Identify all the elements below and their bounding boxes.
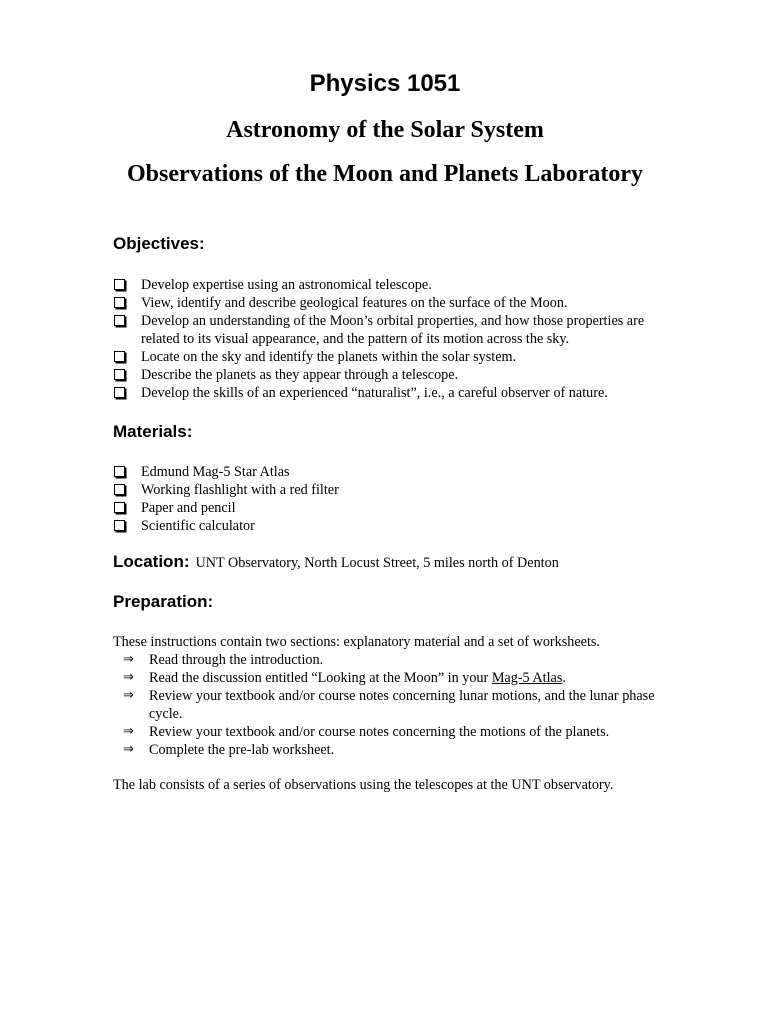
list-item: Scientific calculator	[113, 517, 673, 535]
checkbox-icon	[114, 484, 125, 495]
materials-heading: Materials:	[113, 422, 193, 441]
list-item: Working flashlight with a red filter	[113, 481, 673, 499]
preparation-intro: These instructions contain two sections: explanatory material and a set of worksheets.	[113, 634, 600, 650]
list-item: ⇒ Complete the pre-lab worksheet.	[123, 742, 335, 758]
list-item: Locate on the sky and identify the planets within the solar system.	[113, 348, 673, 366]
checkbox-icon	[114, 315, 125, 326]
closing-paragraph: The lab consists of a series of observations using the telescopes at the UNT observatory.	[113, 777, 614, 793]
list-item: ⇒ Review your textbook and/or course notes concerning the motions of the planets.	[123, 724, 610, 740]
list-item: ⇒ Read through the introduction.	[123, 652, 324, 668]
list-item: Paper and pencil	[113, 499, 673, 517]
arrow-icon: ⇒	[123, 670, 134, 685]
arrow-icon: ⇒	[123, 742, 134, 757]
checkbox-icon	[114, 520, 125, 531]
atlas-reference: Mag-5 Atlas	[491, 670, 563, 686]
list-item: ⇒ Read the discussion entitled “Looking at the Moon” in your Mag-5 Atlas.	[123, 670, 566, 686]
objectives-list	[113, 276, 673, 402]
checkbox-icon	[114, 279, 125, 290]
list-item: View, identify and describe geological features on the surface of the Moon.	[113, 294, 673, 312]
course-title: Physics 1051	[309, 70, 461, 97]
preparation-list	[113, 651, 673, 759]
checkbox-icon	[114, 466, 125, 477]
preparation-heading: Preparation:	[113, 592, 214, 611]
arrow-icon: ⇒	[123, 724, 134, 739]
list-item: Edmund Mag-5 Star Atlas	[113, 463, 673, 481]
checkbox-icon	[114, 369, 125, 380]
list-item: Develop expertise using an astronomical telescope.	[113, 276, 673, 294]
arrow-icon: ⇒	[123, 652, 134, 667]
list-item: Describe the planets as they appear through a telescope.	[113, 366, 673, 384]
location-heading: Location:	[113, 552, 190, 571]
list-item: Develop the skills of an experienced “naturalist”, i.e., a careful observer of nature.	[113, 384, 673, 402]
checkbox-icon	[114, 297, 125, 308]
location-text: UNT Observatory, North Locust Street, 5 miles north of Denton	[195, 555, 559, 571]
list-item: Develop an understanding of the Moon’s orbital properties, and how those properties are related to its visual appearance, and the pattern of its motion across the sky.	[113, 312, 673, 348]
lab-title: Observations of the Moon and Planets Laboratory	[127, 161, 643, 187]
materials-list	[113, 463, 673, 535]
checkbox-icon	[114, 502, 125, 513]
arrow-icon: ⇒	[123, 688, 134, 703]
objectives-heading: Objectives:	[113, 234, 205, 253]
course-subtitle: Astronomy of the Solar System	[226, 117, 544, 143]
location-line	[113, 552, 559, 572]
checkbox-icon	[114, 387, 125, 398]
list-item: ⇒ Review your textbook and/or course notes concerning lunar motions, and the lunar phase cycle.	[123, 688, 655, 722]
checkbox-icon	[114, 351, 125, 362]
